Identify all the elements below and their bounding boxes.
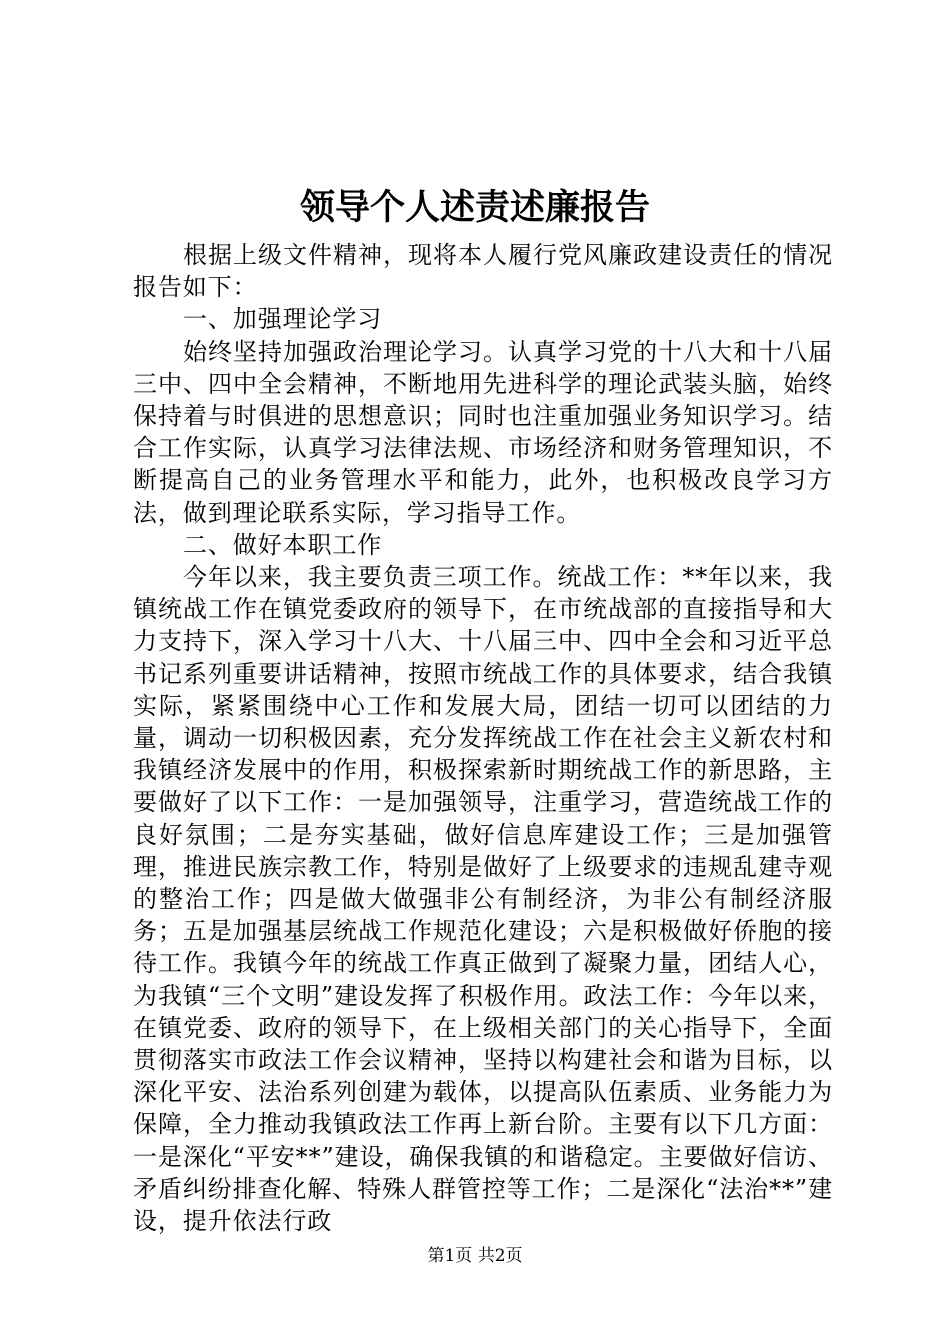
section-heading-2: 二、做好本职工作 bbox=[183, 530, 383, 559]
theory-study-paragraph: 始终坚持加强政治理论学习。认真学习党的十八大和十八届三中、四中全会精神，不断地用先进科学的理论武装头脑，始终保持着与时俱进的思想意识；同时也注重加强业务知识学习。结合工作实际，认真学习法律法规、市场经济和财务管理知识，不断提高自己的业务管理水平和能力，此外，也积极改良学习方法，做到理论联系实际，学习指导工作。 bbox=[133, 337, 833, 527]
intro-paragraph: 根据上级文件精神，现将本人履行党风廉政建设责任的情况报告如下： bbox=[133, 241, 833, 302]
section-heading-1: 一、加强理论学习 bbox=[183, 305, 383, 334]
document-body bbox=[133, 239, 833, 1237]
document-title: 领导个人述责述廉报告 bbox=[299, 187, 650, 228]
duties-paragraph: 今年以来，我主要负责三项工作。统战工作：**年以来，我镇统战工作在镇党委政府的领导下，在市统战部的直接指导和大力支持下，深入学习十八大、十八届三中、四中全会和习近平总书记系列重要讲话精神，按照市统战工作的具体要求，结合我镇实际，紧紧围绕中心工作和发展大局，团结一切可以团结的力量，调动一切积极因素，充分发挥统战工作在社会主义新农村和我镇经济发展中的作用，积极探索新时期统战工作的新思路，主要做好了以下工作：一是加强领导，注重学习，营造统战工作的良好氛围；二是夯实基础，做好信息库建设工作；三是加强管理，推进民族宗教工作，特别是做好了上级要求的违规乱建寺观的整治工作；四是做大做强非公有制经济，为非公有制经济服务；五是加强基层统战工作规范化建设；六是积极做好侨胞的接待工作。我镇今年的统战工作真正做到了凝聚力量，团结人心，为我镇“三个文明”建设发挥了积极作用。政法工作：今年以来，在镇党委、政府的领导下，在上级相关部门的关心指导下，全面贯彻落实市政法工作会议精神，坚持以构建社会和谐为目标，以深化平安、法治系列创建为载体，以提高队伍素质、业务能力为保障，全力推动我镇政法工作再上新台阶。主要有以下几方面：一是深化“平安**”建设，确保我镇的和谐稳定。主要做好信访、矛盾纠纷排查化解、特殊人群管控等工作；二是深化“法治**”建设，提升依法行政 bbox=[133, 563, 833, 1236]
page-footer: 第1页 共2页 bbox=[427, 1246, 523, 1266]
